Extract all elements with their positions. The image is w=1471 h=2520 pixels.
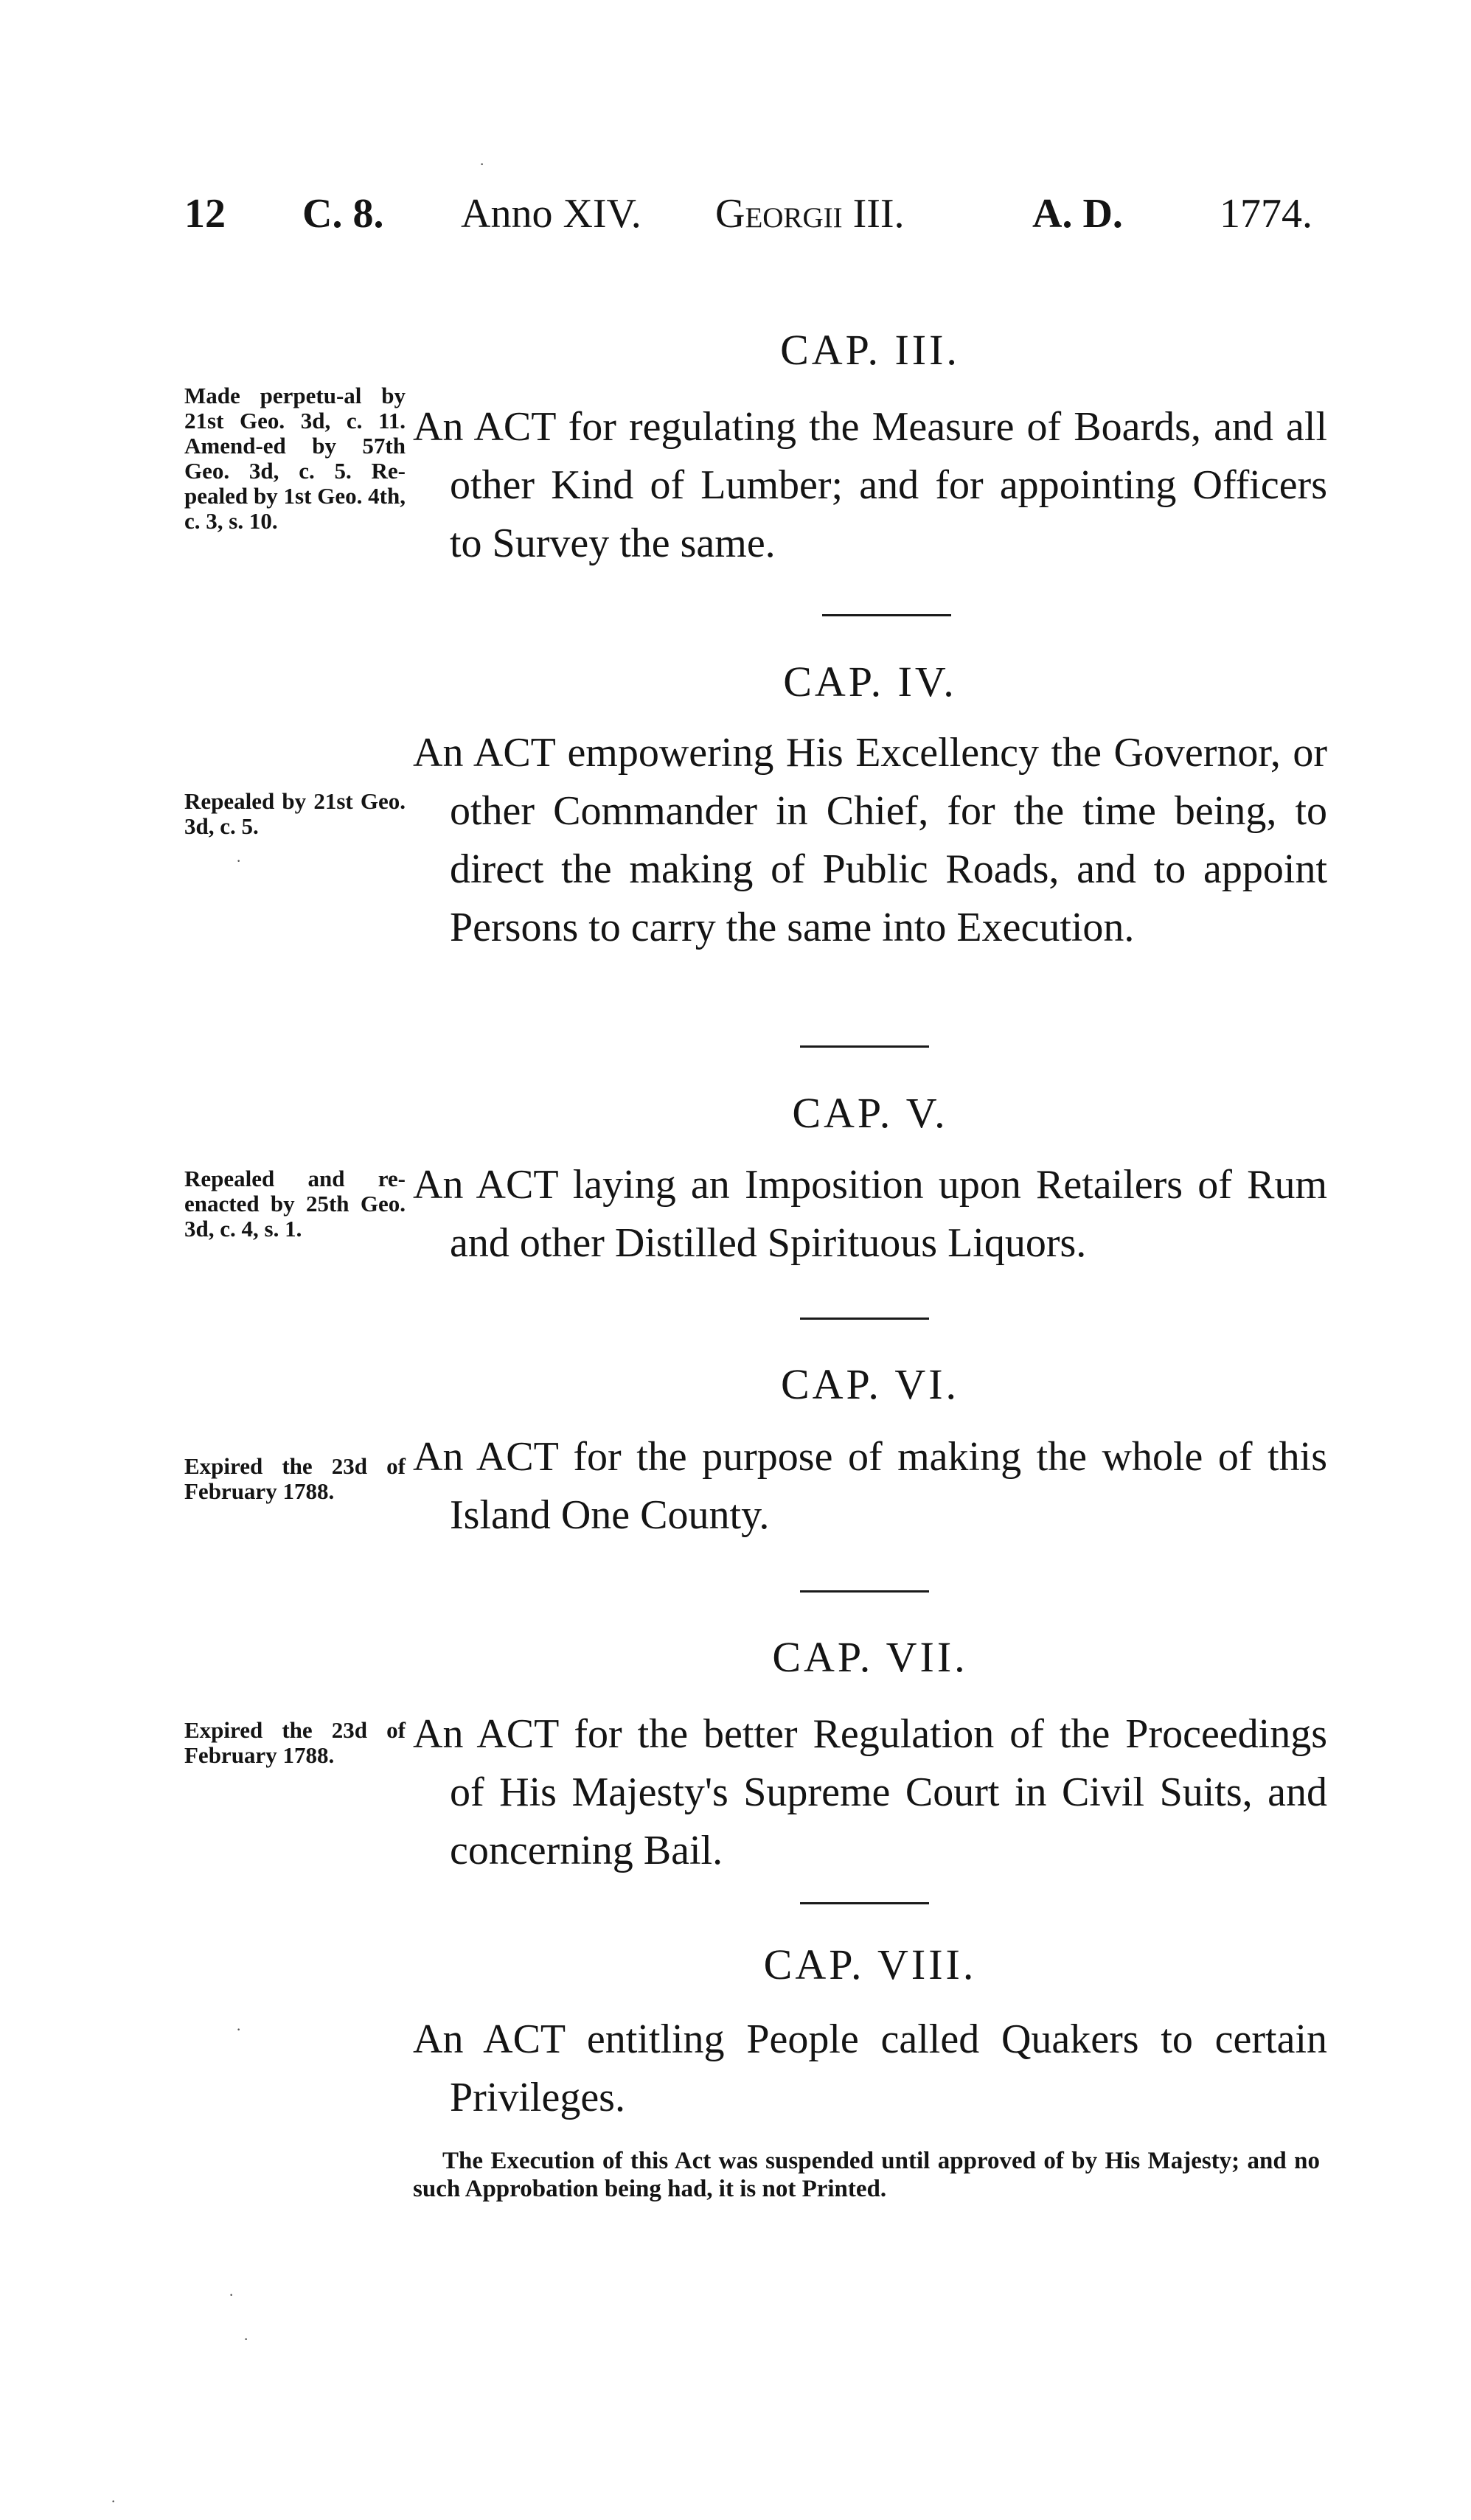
scan-speck: ·	[479, 155, 485, 173]
margin-note: Expired the 23d of February 1788.	[184, 1717, 406, 1768]
act-text: for the better Regulation of the Proceedings of His Majesty's Supreme Court in Civil Suits, and concerning Bail.	[450, 1711, 1328, 1873]
margin-note: Expired the 23d of February 1788.	[184, 1453, 406, 1504]
cap-heading: CAP. VIII.	[763, 1941, 977, 1988]
chapter-label: C. 8.	[302, 191, 384, 237]
section-rule	[800, 1902, 929, 1904]
scan-speck: ·	[111, 2492, 117, 2510]
act-title	[413, 1705, 1327, 1880]
act-lead: An ACT	[413, 1162, 558, 1208]
margin-note: Made perpetu-al by 21st Geo. 3d, c. 11. Amend-ed by 57th Geo. 3d, c. 5. Re-pealed by 1st Geo. 4th, c. 3, s. 10.	[184, 383, 406, 534]
reign-label: Georgii III.	[715, 191, 905, 237]
margin-note: Repealed and re-enacted by 25th Geo. 3d, c. 4, s. 1.	[184, 1166, 406, 1242]
section-rule	[800, 1318, 929, 1320]
scan-speck: ·	[229, 2286, 234, 2304]
act-lead: An ACT	[413, 1711, 559, 1757]
section-rule	[800, 1045, 929, 1048]
act-text: entitling People called Quakers to certain Privileges.	[450, 2016, 1328, 2120]
cap-heading: CAP. IV.	[783, 658, 957, 706]
act-lead: An ACT	[413, 730, 555, 776]
page-number: 12	[184, 191, 226, 237]
scan-speck: ·	[236, 852, 242, 870]
act-text: empowering His Excellency the Governor, or other Commander in Chief, for the time being, to direct the making of Public Roads, and to appoint Persons to carry the same into Execution.	[450, 730, 1328, 950]
cap-heading: CAP. III.	[780, 326, 960, 374]
scan-speck: ·	[236, 2020, 242, 2039]
section-rule	[800, 1590, 929, 1593]
act-title	[413, 1428, 1327, 1545]
ad-label: A. D.	[1032, 191, 1123, 237]
act-text: laying an Imposition upon Retailers of Rum and other Distilled Spirituous Liquors.	[450, 1162, 1328, 1266]
section-rule	[822, 614, 951, 616]
cap-heading: CAP. V.	[792, 1089, 948, 1137]
act-lead: An ACT	[413, 1434, 558, 1480]
cap-heading: CAP. VII.	[772, 1633, 968, 1681]
scan-speck: ·	[243, 2330, 249, 2348]
footnote: The Execution of this Act was suspended until approved of by His Majesty; and no such Approbation being had, it is not Printed.	[413, 2148, 1320, 2202]
act-title	[413, 1156, 1327, 1273]
act-lead: An ACT	[413, 2016, 566, 2062]
anno-label: Anno XIV.	[461, 191, 641, 237]
act-title	[413, 398, 1327, 573]
act-lead: An ACT	[413, 404, 556, 450]
act-text: for regulating the Measure of Boards, and all other Kind of Lumber; and for appointing Officers to Survey the same.	[450, 404, 1327, 566]
act-title	[413, 2011, 1327, 2127]
year-label: 1774.	[1220, 191, 1312, 237]
running-header	[184, 181, 1312, 247]
margin-note: Repealed by 21st Geo. 3d, c. 5.	[184, 788, 406, 839]
act-text: for the purpose of making the whole of this Island One County.	[450, 1434, 1327, 1538]
cap-heading: CAP. VI.	[780, 1360, 960, 1408]
act-title	[413, 724, 1327, 957]
